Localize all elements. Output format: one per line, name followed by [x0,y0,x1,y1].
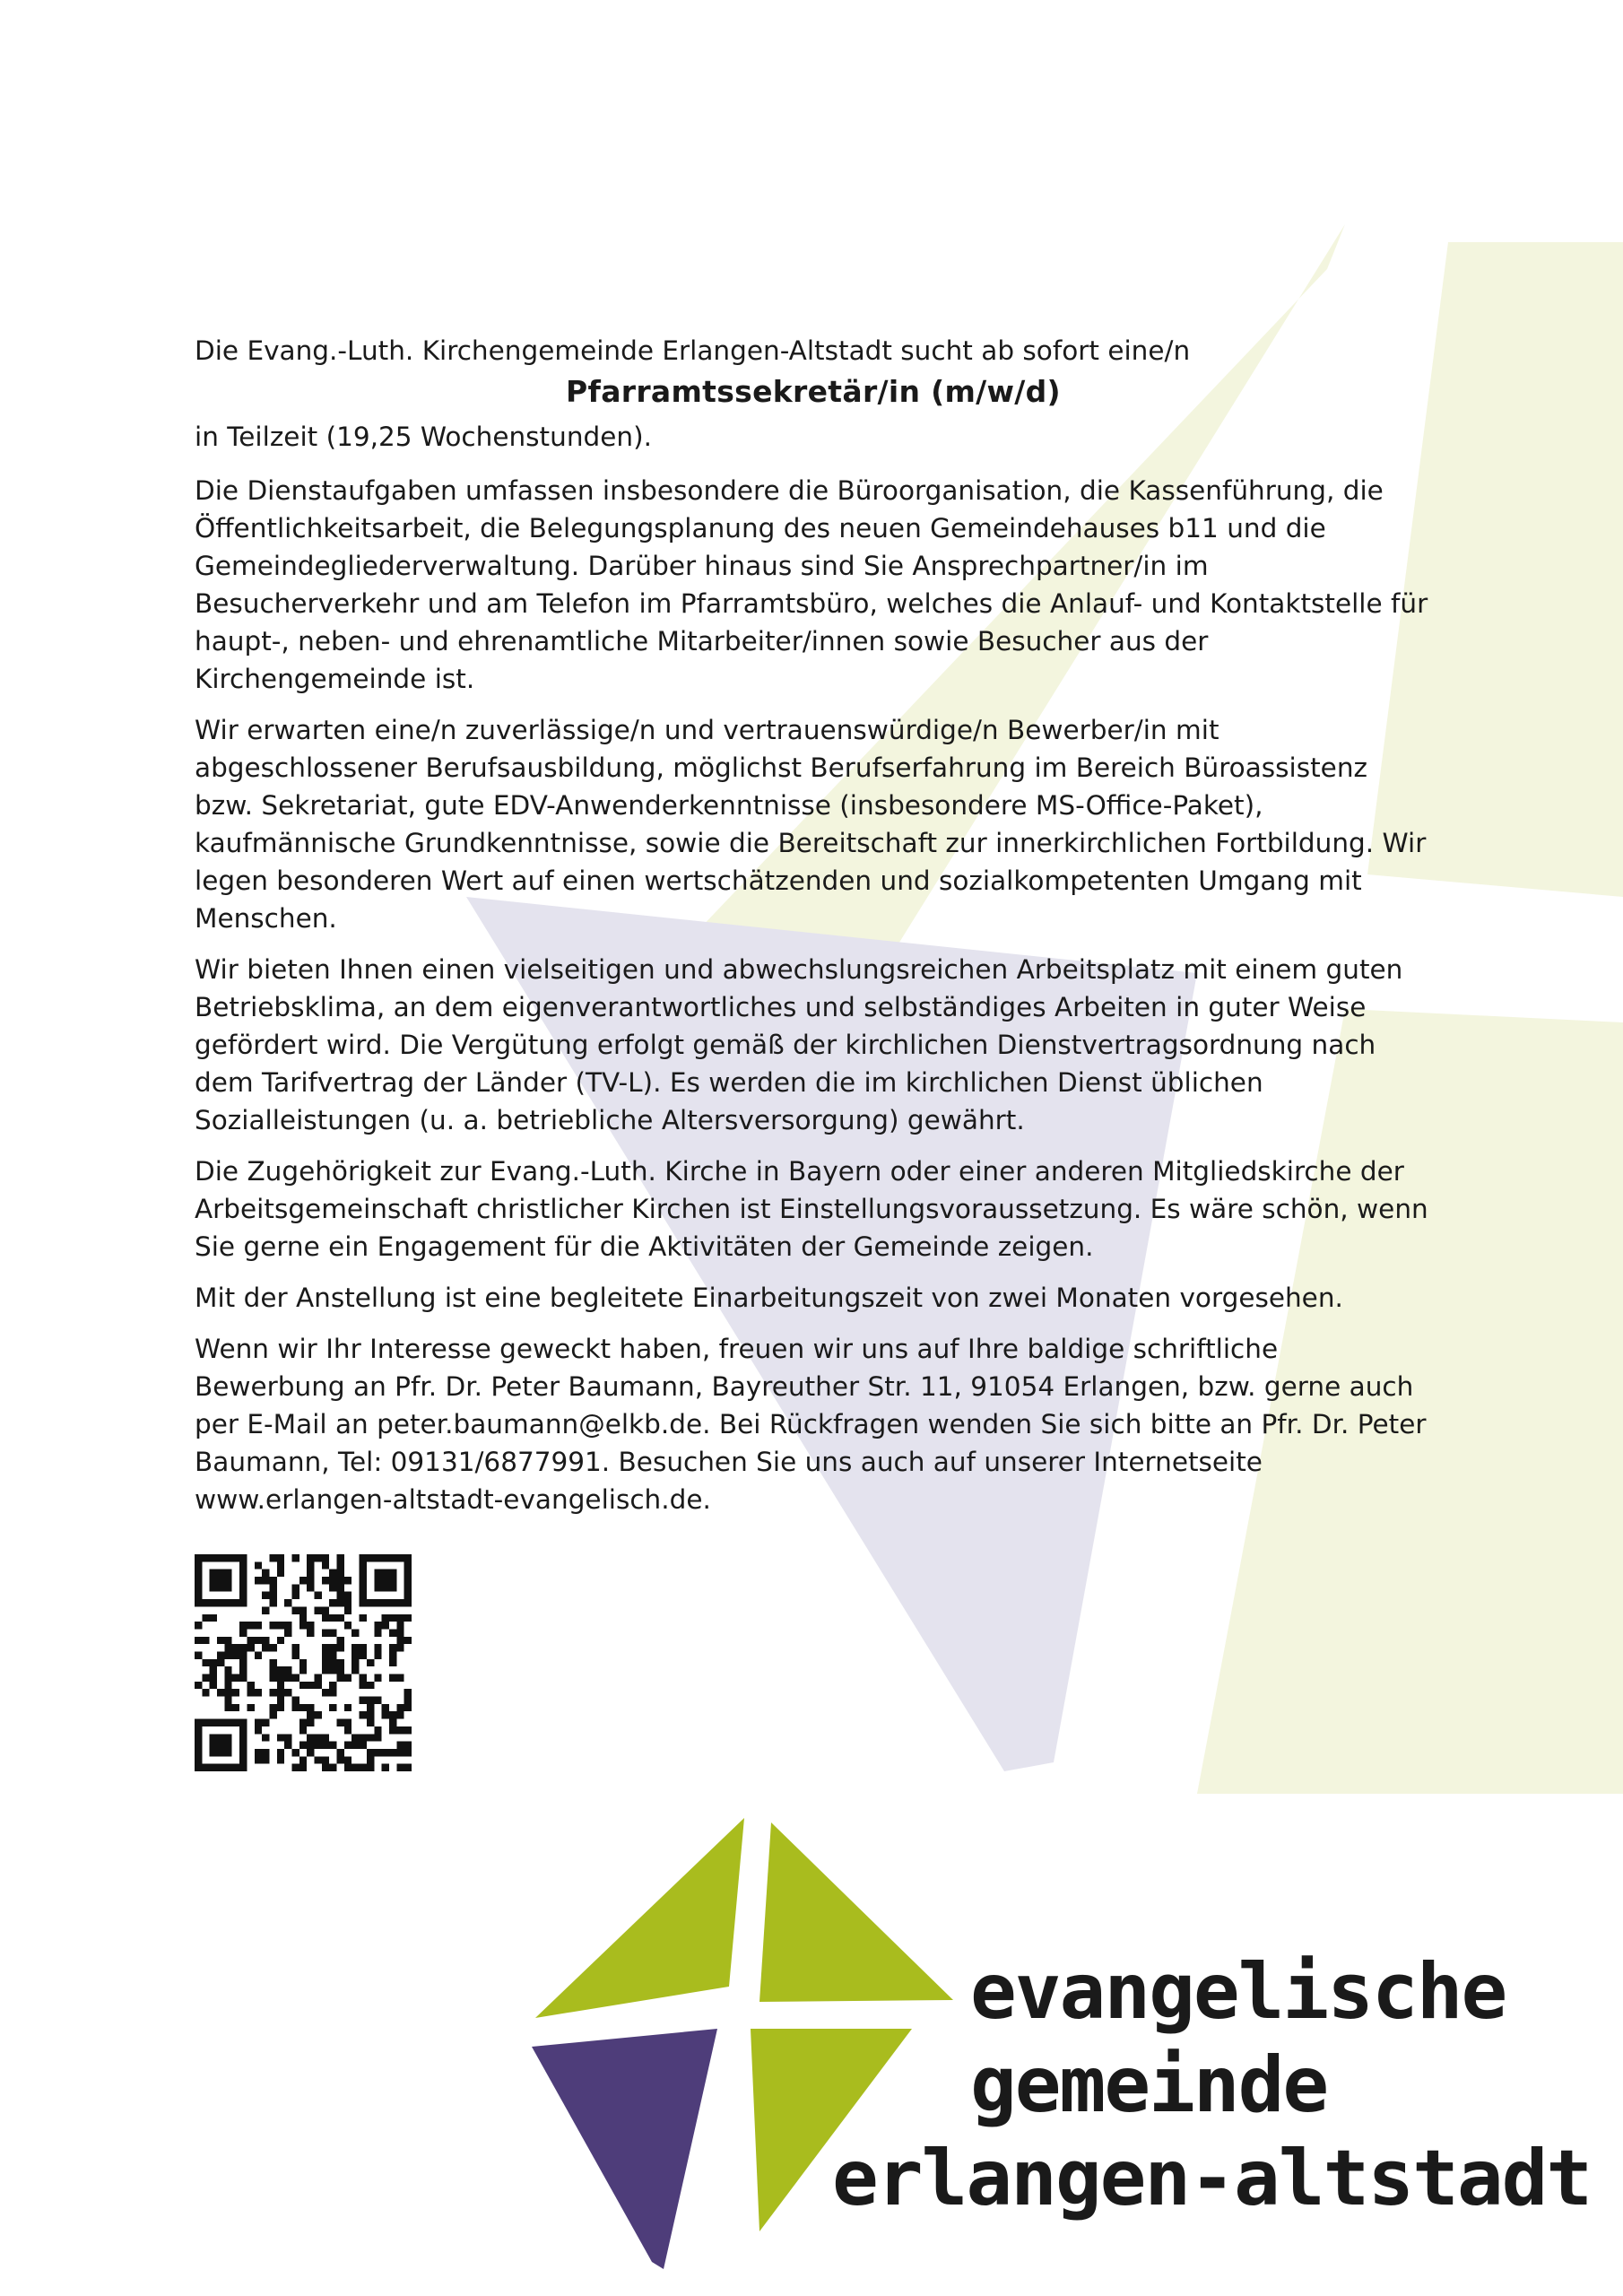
paragraph-contact: Wenn wir Ihr Interesse geweckt haben, freuen wir uns auf Ihre baldige schriftliche Bewerbung an Pfr. Dr. Peter Baumann, Bayreuther Str. 11, 91054 Erlangen, bzw. gerne auch per E-Mail an peter.baumann@elkb.de. Bei Rückfragen wenden Sie sich bitte an Pfr. Dr. Peter Baumann, Tel: 09131/6877991. Besuchen Sie uns auch auf unserer Internetseite www.erlangen-altstadt-evangelisch.de. [195,1334,1427,1515]
intro-text: Die Evang.-Luth. Kirchengemeinde Erlangen-Altstadt sucht ab sofort eine/n [195,335,1191,366]
paragraph-offer: Wir bieten Ihnen einen vielseitigen und abwechslungsreichen Arbeitsplatz mit einem guten Betriebsklima, an dem eigenverantwortliches und selbständiges Arbeiten in guter Weise gefördert wird. Die Vergütung erfolgt gemäß der kirchlichen Dienstvertragsordnung nach dem Tarifvertrag der Länder (TV-L). Es werden die im kirchlichen Dienst üblichen Sozialleistungen (u. a. betriebliche Altersversorgung) gewährt. [195,954,1403,1135]
logo-triangle-green-top-left [535,1818,744,2018]
logo-text-line-2: gemeinde [970,2040,1328,2130]
logo-text-line-3: erlangen-altstadt [832,2134,1592,2223]
hours-text: in Teilzeit (19,25 Wochenstunden). [195,422,652,452]
paragraph-onboarding: Mit der Anstellung ist eine begleitete Einarbeitungszeit von zwei Monaten vorgesehen. [195,1283,1343,1313]
paragraph-requirements: Wir erwarten eine/n zuverlässige/n und vertrauenswürdige/n Bewerber/in mit abgeschlossener Berufsausbildung, möglichst Berufserfahrung im Bereich Büroassistenz bzw. Sekretariat, gute EDV-Anwenderkenntnisse (insbesondere MS-Office-Paket), kaufmännische Grundkenntnisse, sowie die Bereitschaft zur innerkirchlichen Fortbildung. Wir legen besonderen Wert auf einen wertschätzenden und sozialkompetenten Umgang mit Menschen. [195,715,1427,934]
paragraph-membership: Die Zugehörigkeit zur Evang.-Luth. Kirche in Bayern oder einer anderen Mitgliedskirche der Arbeitsgemeinschaft christlicher Kirchen ist Einstellungsvoraussetzung. Es wäre schön, wenn Sie gerne ein Engagement für die Aktivitäten der Gemeinde zeigen. [195,1156,1428,1262]
logo-text-line-1: evangelische [970,1947,1506,2037]
paragraph-tasks: Die Dienstaufgaben umfassen insbesondere die Büroorganisation, die Kassenführung, die Öffentlichkeitsarbeit, die Belegungsplanung des neuen Gemeindehauses b11 und die Gemeindegliederverwaltung. Darüber hinaus sind Sie Ansprechpartner/in im Besucherverkehr und am Telefon im Pfarramtsbüro, welches die Anlauf- und Kontaktstelle für haupt-, neben- und ehrenamtliche Mitarbeiter/innen sowie Besucher aus der Kirchengemeinde ist. [195,475,1428,694]
logo-triangle-green-top-right [759,1822,953,2002]
logo-triangle-purple [532,2029,717,2269]
job-title: Pfarramtssekretär/in (m/w/d) [566,374,1061,409]
qr-code[interactable] [195,1554,412,1771]
job-posting [195,332,1432,1532]
